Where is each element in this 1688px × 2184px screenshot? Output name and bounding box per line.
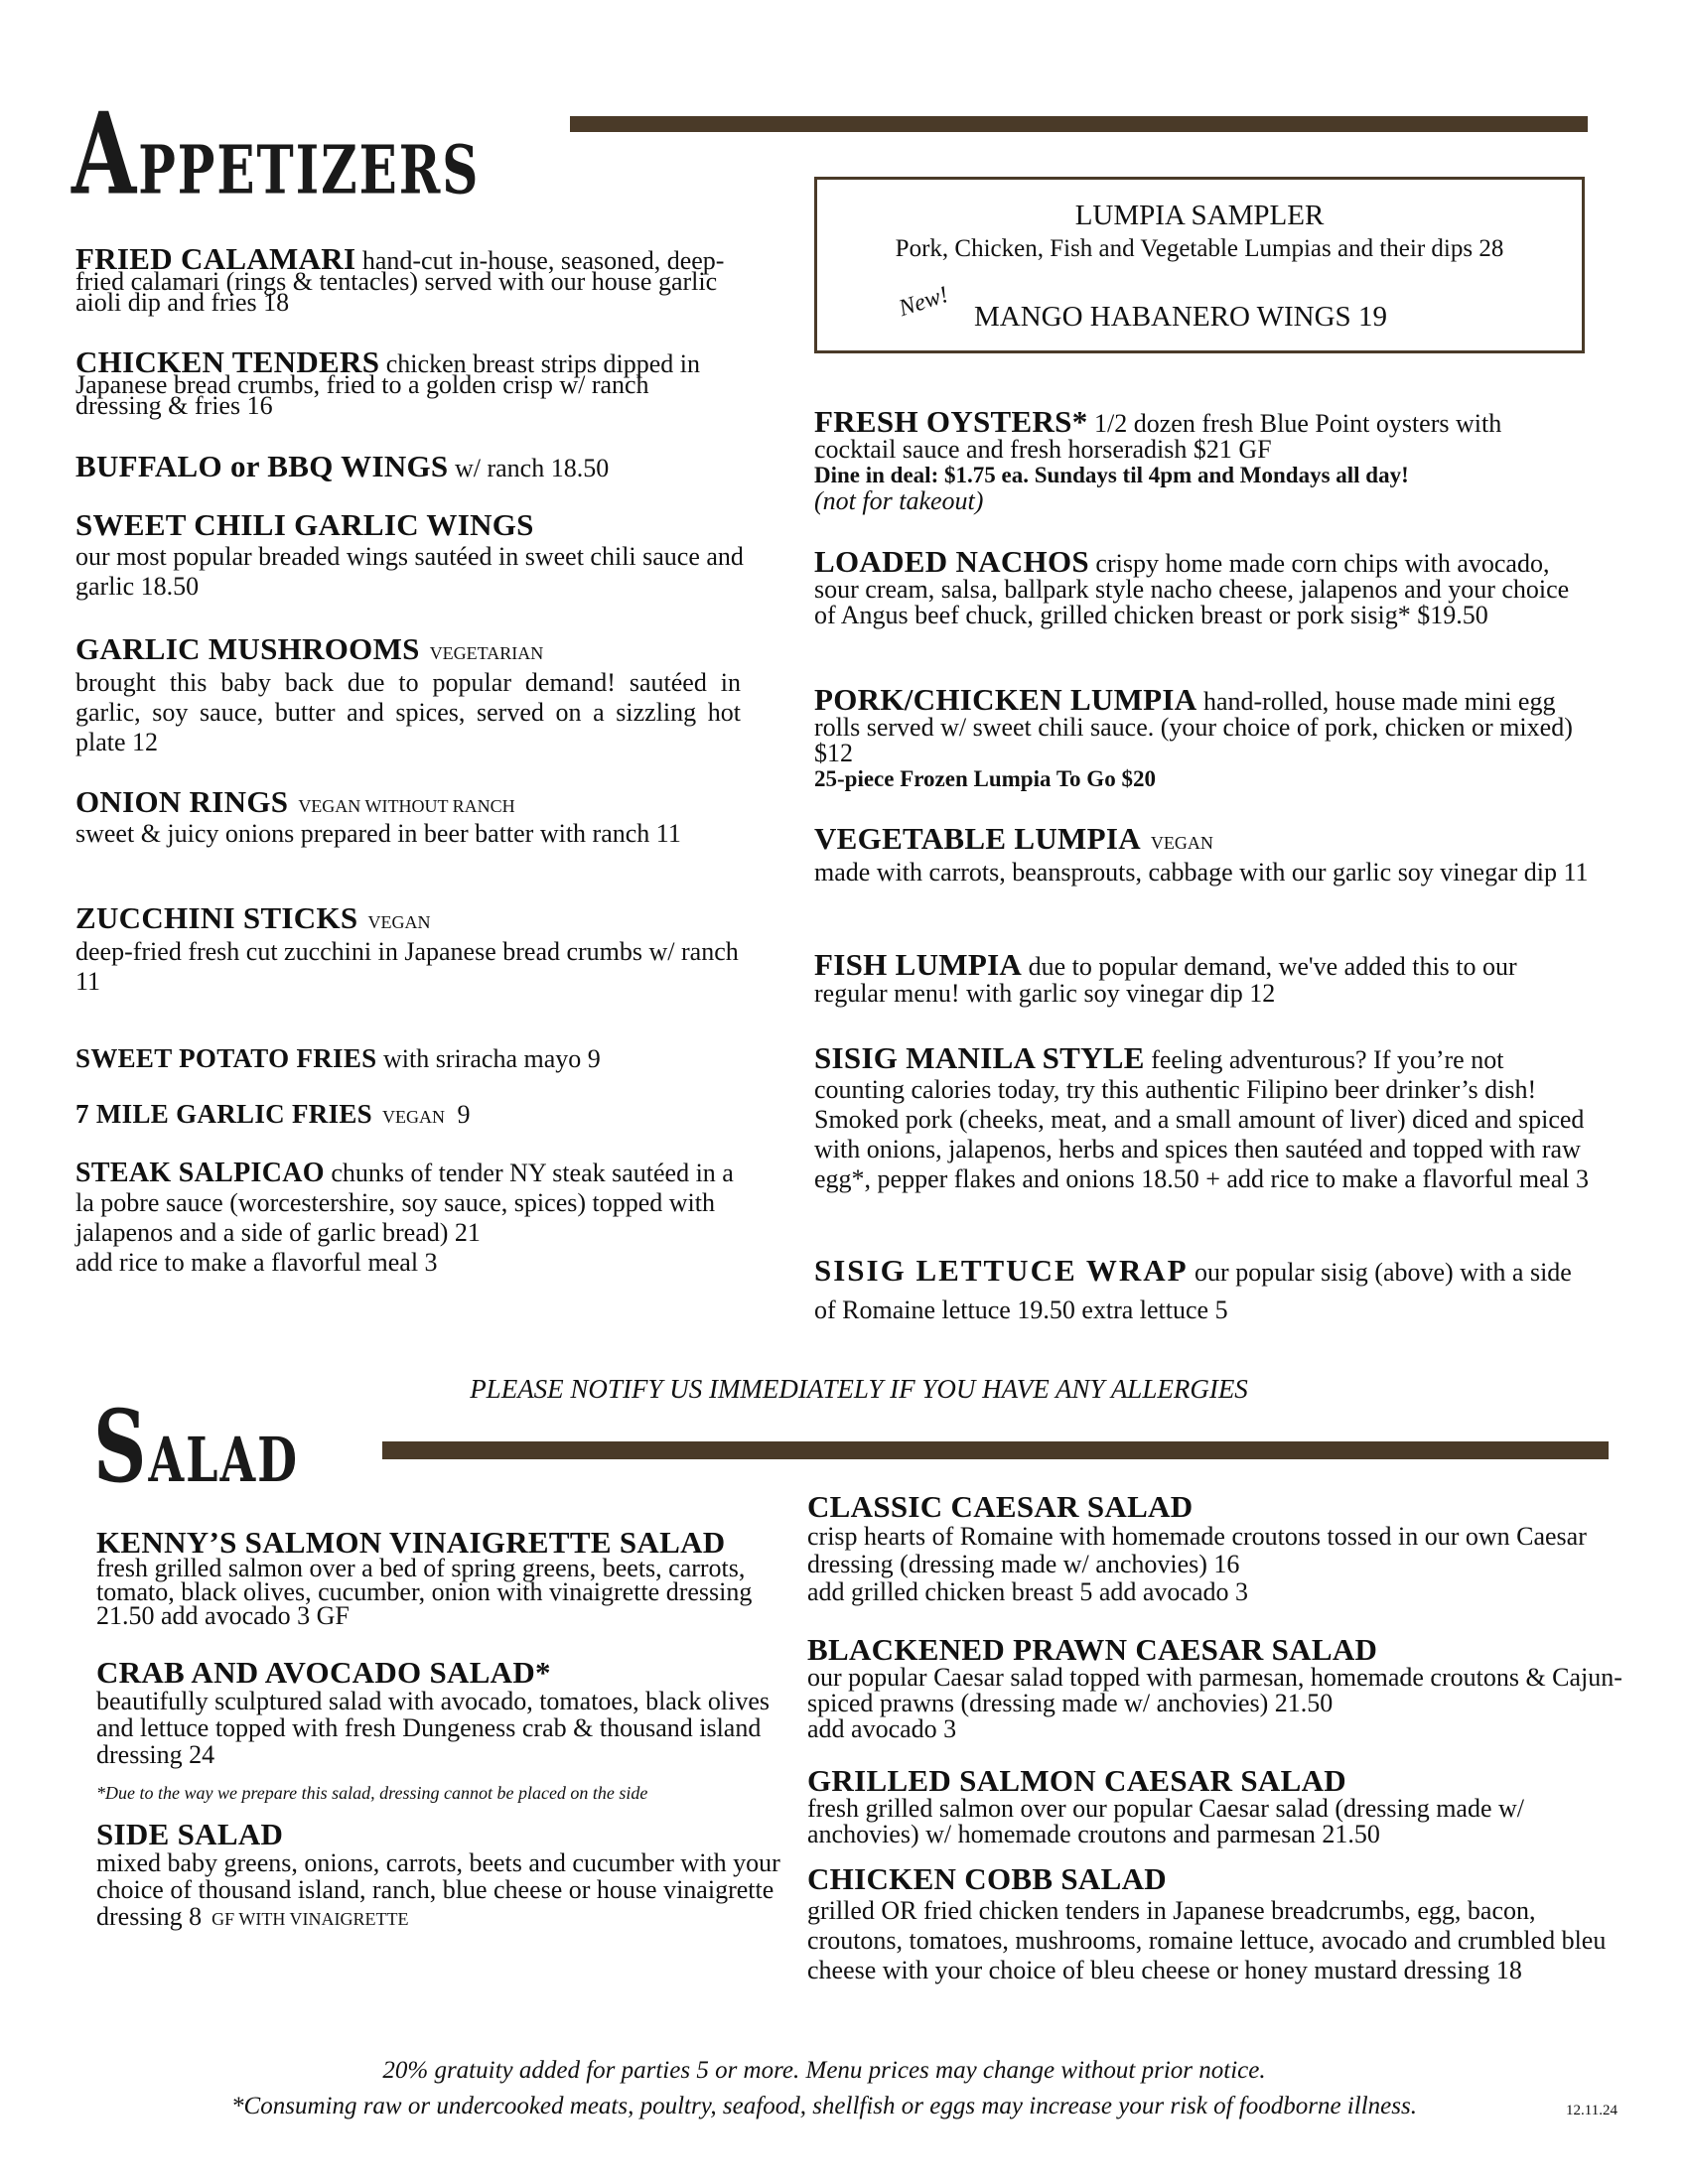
new-item: MANGO HABANERO WINGS 19: [974, 301, 1387, 333]
menu-item: BLACKENED PRAWN CAESAR SALAD our popular Caesar salad topped with parmesan, homemade croutons & Cajun-spiced prawns (dressing made w/ anchovies) 21.50 add avocado 3: [807, 1632, 1622, 1743]
menu-item: FRIED CALAMARI hand-cut in-house, seasoned, deep-fried calamari (rings & tentacles) served with our house garlic aioli dip and fries 18: [75, 241, 725, 317]
menu-item: ONION RINGS VEGAN WITHOUT RANCH sweet & juicy onions prepared in beer batter with ranch 11: [75, 784, 681, 848]
menu-item: GARLIC MUSHROOMS VEGETARIAN brought this baby back due to popular demand! sautéed in garlic, soy sauce, butter and spices, served on a sizzling hot plate 12: [75, 631, 741, 756]
menu-item: SWEET CHILI GARLIC WINGS our most popular breaded wings sautéed in sweet chili sauce and garlic 18.50: [75, 507, 744, 601]
menu-item: KENNY’S SALMON VINAIGRETTE SALAD fresh grilled salmon over a bed of spring greens, beets, carrots, tomato, black olives, cucumber, onion with vinaigrette dressing 21.50 add avocado 3 GF: [96, 1525, 753, 1630]
menu-item: SIDE SALAD mixed baby greens, onions, carrots, beets and cucumber with your choice of thousand island, ranch, blue cheese or house vinaigrette dressing 8 GF WITH VINAIGRETTE: [96, 1817, 780, 1931]
crab-note: *Due to the way we prepare this salad, dressing cannot be placed on the side: [96, 1783, 648, 1803]
menu-item: GRILLED SALMON CAESAR SALAD fresh grilled salmon over our popular Caesar salad (dressing made w/ anchovies) w/ homemade croutons and parmesan 21.50: [807, 1763, 1525, 1848]
menu-item: PORK/CHICKEN LUMPIA hand-rolled, house made mini egg rolls served w/ sweet chili sauce. (your choice of pork, chicken or mixed) $12 25-piece Frozen Lumpia To Go $20: [814, 682, 1573, 791]
menu-item: STEAK SALPICAO chunks of tender NY steak sautéed in a la pobre sauce (worcestershire, soy sauce, spices) topped with jalapenos and a side of garlic bread) 21 add rice to make a flavorful meal 3: [75, 1158, 734, 1277]
featured-title: LUMPIA SAMPLER: [1074, 200, 1325, 231]
menu-item: FISH LUMPIA due to popular demand, we've added this to our regular menu! with garlic soy vinegar dip 12: [814, 947, 1517, 1008]
menu-item: BUFFALO or BBQ WINGS w/ ranch 18.50: [75, 449, 610, 483]
featured-box: [814, 177, 1585, 353]
menu-item: CHICKEN COBB SALAD grilled OR fried chicken tenders in Japanese breadcrumbs, egg, bacon, croutons, tomatoes, mushrooms, romaine lettuce, avocado and crumbled bleu cheese with your choice of bleu cheese or honey mustard dressing 18: [807, 1861, 1607, 1984]
featured-desc: Pork, Chicken, Fish and Vegetable Lumpias and their dips 28: [895, 235, 1504, 262]
divider-bar: [382, 1441, 1609, 1459]
new-badge: New!: [896, 281, 952, 323]
menu-item: CHICKEN TENDERS chicken breast strips dipped in Japanese bread crumbs, fried to a golden crisp w/ ranch dressing & fries 16: [75, 344, 701, 420]
menu-item: FRESH OYSTERS* 1/2 dozen fresh Blue Point oysters with cocktail sauce and fresh horseradish $21 GF Dine in deal: $1.75 ea. Sundays til 4pm and Mondays all day! (not for takeout): [814, 404, 1502, 515]
footer-gratuity: 20% gratuity added for parties 5 or more. Menu prices may change without prior notice.: [382, 2057, 1266, 2084]
menu-item: 7 MILE GARLIC FRIES VEGAN 9: [75, 1099, 471, 1129]
menu-item: CLASSIC CAESAR SALAD crisp hearts of Romaine with homemade croutons tossed in our own Caesar dressing (dressing made w/ anchovies) 16 add grilled chicken breast 5 add avocado 3: [807, 1489, 1587, 1606]
footer-warning: *Consuming raw or undercooked meats, poultry, seafood, shellfish or eggs may increase your risk of foodborne illness.: [231, 2093, 1417, 2119]
menu-item: SISIG MANILA STYLE feeling adventurous? If you’re not counting calories today, try this authentic Filipino beer drinker’s dish! Smoked pork (cheeks, meat, and a small amount of liver) diced and spiced with onions, jalapenos, herbs and spices then sautéed and topped with raw egg*, pepper flakes and onions 18.50 + add rice to make a flavorful meal 3: [814, 1040, 1589, 1193]
salad-heading: SALAD: [93, 1390, 300, 1506]
allergy-notice: PLEASE NOTIFY US IMMEDIATELY IF YOU HAVE ANY ALLERGIES: [470, 1374, 1248, 1404]
menu-item: SWEET POTATO FRIES with sriracha mayo 9: [75, 1043, 601, 1073]
menu-item: VEGETABLE LUMPIA VEGAN made with carrots, beansprouts, cabbage with our garlic soy vinegar dip 11: [814, 821, 1589, 887]
menu-date: 12.11.24: [1566, 2103, 1618, 2118]
divider-bar: [570, 116, 1588, 132]
menu-item: CRAB AND AVOCADO SALAD* beautifully sculptured salad with avocado, tomatoes, black olives and lettuce topped with fresh Dungeness crab & thousand island dressing 24: [96, 1655, 770, 1769]
appetizers-heading: APPETIZERS: [71, 87, 481, 220]
menu-item: ZUCCHINI STICKS VEGAN deep-fried fresh cut zucchini in Japanese bread crumbs w/ ranch 11: [75, 900, 739, 996]
menu-item: LOADED NACHOS crispy home made corn chips with avocado, sour cream, salsa, ballpark style nacho cheese, jalapenos and your choice of Angus beef chuck, grilled chicken breast or pork sisig* $19.50: [814, 544, 1570, 629]
menu-item: SISIG LETTUCE WRAP our popular sisig (above) with a side of Romaine lettuce 19.50 extra lettuce 5: [814, 1253, 1572, 1324]
